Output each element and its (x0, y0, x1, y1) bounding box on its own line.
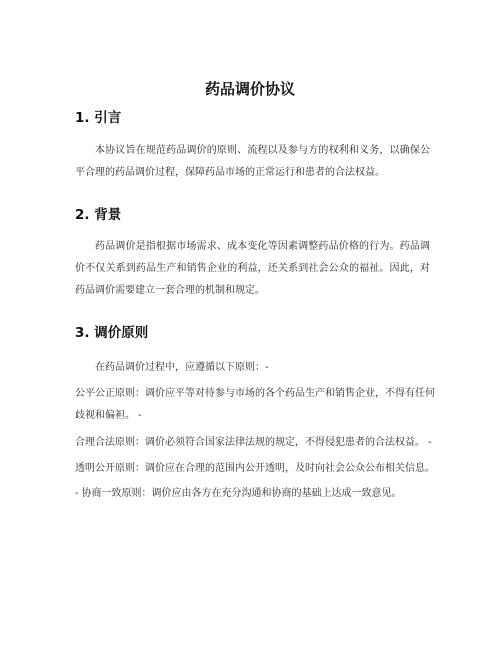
principle-line: 公平公正原则：调价应平等对待参与市场的各个药品生产和销售企业，不得有任何 (75, 388, 435, 399)
principles-intro: 在药品调价过程中，应遵循以下原则：- (95, 362, 269, 373)
section-paragraph-background: 药品调价是指根据市场需求、成本变化等因素调整药品价格的行为。药品调价不仅关系到药品生产和销售企业的利益，还关系到社会公众的福祉。因此，对药品调价需要建立一套合理的机制和规定。 (75, 241, 430, 296)
document-title: 药品调价协议 (204, 80, 295, 98)
section-heading-background: 2. 背景 (75, 207, 122, 223)
section-paragraph-introduction: 本协议旨在规范药品调价的原则、流程以及参与方的权利和义务，以确保公平合理的药品调价过程，保障药品市场的正常运行和患者的合法权益。 (75, 145, 430, 178)
principle-line: 透明公开原则：调价应在合理的范围内公开透明，及时向社会公众公布相关信息。 (75, 463, 435, 474)
principle-line: - 协商一致原则：调价应由各方在充分沟通和协商的基础上达成一致意见。 (75, 488, 402, 499)
section-heading-principles: 3. 调价原则 (75, 325, 149, 341)
principle-line: 合理合法原则：调价必须符合国家法律法规的规定，不得侵犯患者的合法权益。 - (75, 437, 432, 448)
principle-line: 歧视和偏袒。 - (75, 410, 142, 421)
section-heading-introduction: 1. 引言 (75, 110, 122, 126)
